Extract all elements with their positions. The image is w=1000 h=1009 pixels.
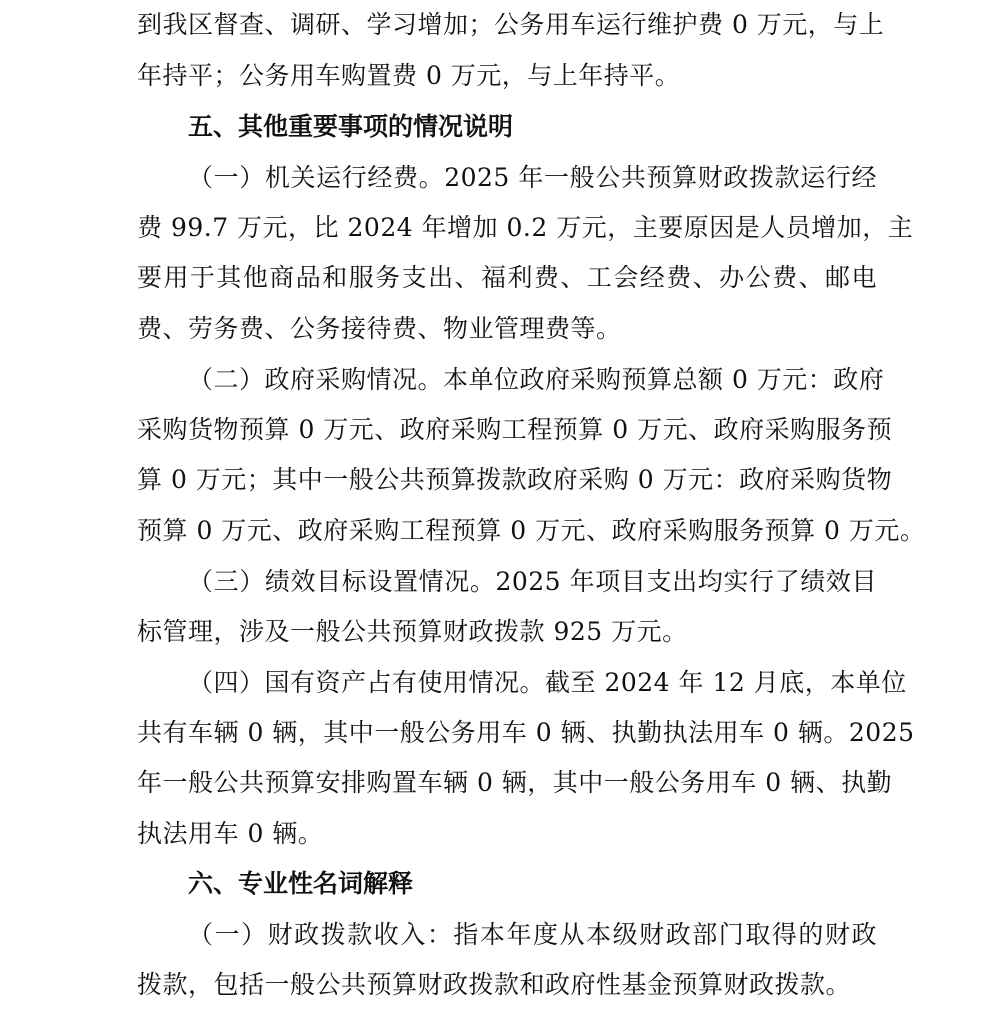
paragraph-line: （二）政府采购情况。本单位政府采购预算总额 0 万元：政府 [188, 365, 885, 394]
paragraph-line: 到我区督查、调研、学习增加；公务用车运行维护费 0 万元，与上 [137, 10, 885, 39]
paragraph-line: （一）财政拨款收入：指本年度从本级财政部门取得的财政 [188, 920, 877, 949]
paragraph-line: 共有车辆 0 辆，其中一般公务用车 0 辆、执勤执法用车 0 辆。2025 [137, 718, 915, 747]
paragraph-line: 执法用车 0 辆。 [137, 819, 324, 848]
paragraph-line: 年持平；公务用车购置费 0 万元，与上年持平。 [137, 61, 681, 90]
paragraph-line: 标管理，涉及一般公共预算财政拨款 925 万元。 [137, 617, 688, 646]
paragraph-line: 拨款，包括一般公共预算财政拨款和政府性基金预算财政拨款。 [137, 970, 852, 999]
section-heading-6: 六、专业性名词解释 [188, 869, 414, 898]
paragraph-line: 要用于其他商品和服务支出、福利费、工会经费、办公费、邮电 [137, 263, 877, 292]
paragraph-line: 费 99.7 万元，比 2024 年增加 0.2 万元，主要原因是人员增加，主 [137, 213, 914, 242]
section-heading-5: 五、其他重要事项的情况说明 [188, 112, 514, 141]
paragraph-line: 预算 0 万元、政府采购工程预算 0 万元、政府采购服务预算 0 万元。 [137, 516, 926, 545]
paragraph-line: 年一般公共预算安排购置车辆 0 辆，其中一般公务用车 0 辆、执勤 [137, 768, 893, 797]
paragraph-line: （一）机关运行经费。2025 年一般公共预算财政拨款运行经 [188, 163, 877, 192]
paragraph-line: （三）绩效目标设置情况。2025 年项目支出均实行了绩效目 [188, 567, 877, 596]
paragraph-line: （四）国有资产占有使用情况。截至 2024 年 12 月底，本单位 [188, 668, 907, 697]
paragraph-line: 算 0 万元；其中一般公共预算拨款政府采购 0 万元：政府采购货物 [137, 465, 893, 494]
paragraph-line: 采购货物预算 0 万元、政府采购工程预算 0 万元、政府采购服务预 [137, 415, 893, 444]
paragraph-line: 费、劳务费、公务接待费、物业管理费等。 [137, 314, 622, 343]
